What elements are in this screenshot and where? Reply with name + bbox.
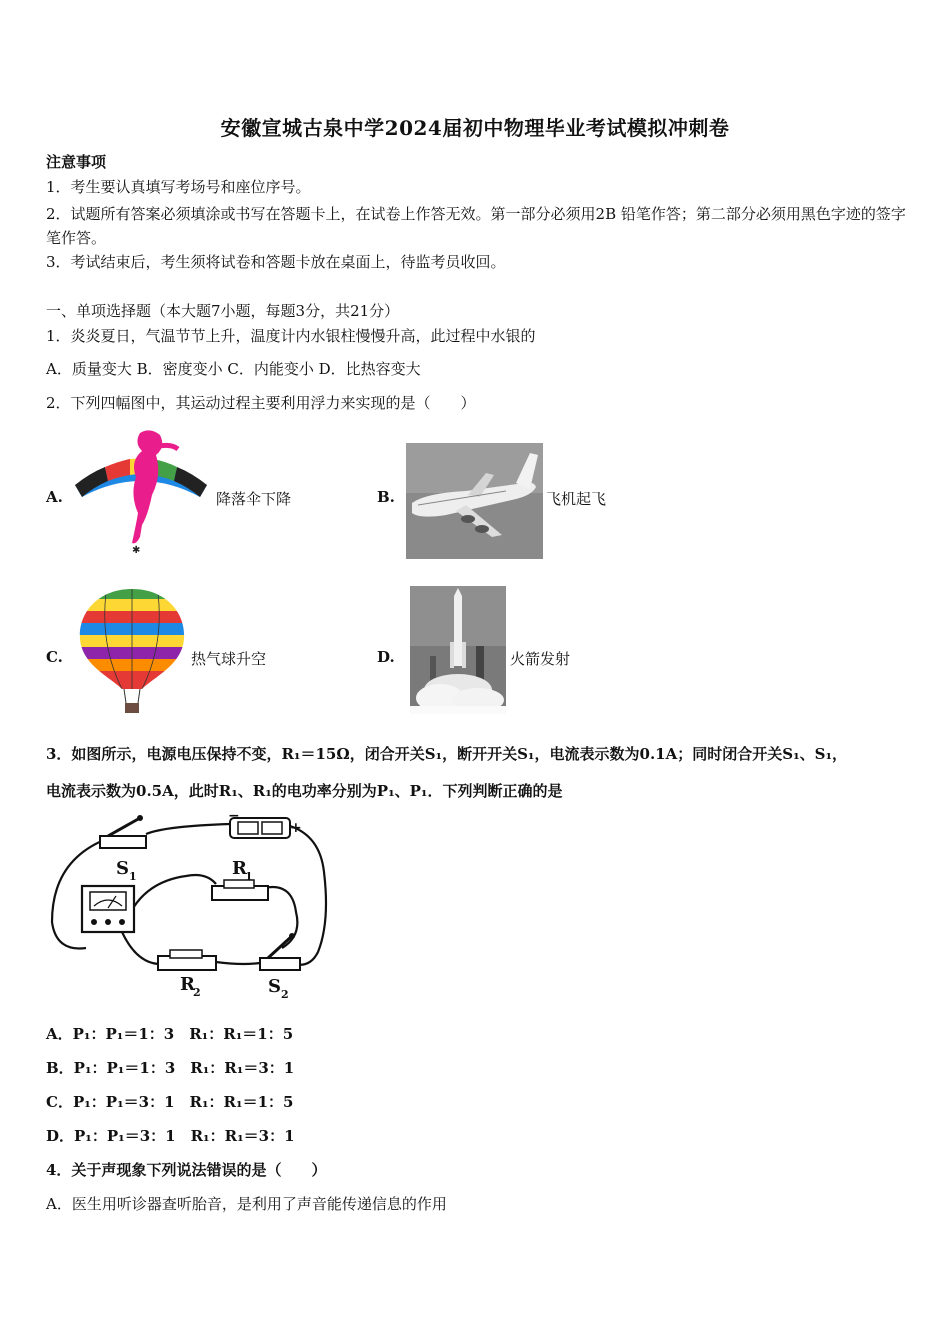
label-r2: R [180, 974, 195, 995]
switch-s1 [100, 815, 146, 848]
option-c-caption: 热气球升空 [191, 650, 267, 668]
circuit-diagram [46, 812, 330, 1004]
question-1-stem: 1．炎炎夏日，气温节节上升，温度计内水银柱慢慢升高，此过程中水银的 [46, 327, 536, 345]
ammeter [82, 886, 134, 932]
question-3-option-c: C．P₁：P₁＝3：1 R₁：R₁＝1：5 [46, 1093, 294, 1111]
question-1-options: A．质量变大 B．密度变小 C．内能变小 D．比热容变大 [46, 360, 421, 378]
rocket-image [410, 586, 506, 714]
section-heading: 一、单项选择题（本大题7小题，每题3分，共21分） [46, 302, 400, 320]
label-r2-sub: 2 [193, 986, 201, 999]
option-a-caption: 降落伞下降 [216, 490, 292, 508]
svg-text:✱: ✱ [132, 545, 141, 556]
battery-plus: + [290, 820, 302, 836]
question-4-option-a: A．医生用听诊器查听胎音，是利用了声音能传递信息的作用 [46, 1195, 447, 1213]
option-a-letter: A. [46, 488, 63, 506]
label-r1-sub: 1 [245, 870, 253, 883]
resistor-r1 [212, 880, 268, 900]
question-4-stem: 4．关于声现象下列说法错误的是（ ） [46, 1161, 327, 1179]
question-3-option-a: A．P₁：P₁＝1：3 R₁：R₁＝1：5 [46, 1025, 294, 1043]
option-b-caption: 飞机起飞 [546, 490, 607, 508]
notice-item: 3．考试结束后，考生须将试卷和答题卡放在桌面上，待监考员收回。 [46, 253, 506, 271]
resistor-r2 [158, 950, 216, 970]
question-2-stem: 2．下列四幅图中，其运动过程主要利用浮力来实现的是（ ） [46, 394, 476, 412]
option-d-caption: 火箭发射 [510, 650, 571, 668]
battery-minus: − [228, 812, 240, 824]
option-b-letter: B. [377, 488, 395, 506]
notice-item: 1．考生要认真填写考场号和座位序号。 [46, 178, 311, 196]
option-c-letter: C. [46, 648, 63, 666]
question-3-option-d: D．P₁：P₁＝3：1 R₁：R₁＝3：1 [46, 1127, 295, 1145]
question-3-stem: 电流表示数为0.5A，此时R₁、R₁的电功率分别为P₁、P₁．下列判断正确的是 [46, 782, 563, 800]
label-r1: R [232, 858, 247, 879]
option-d-letter: D. [377, 648, 395, 666]
question-3-option-b: B．P₁：P₁＝1：3 R₁：R₁＝3：1 [46, 1059, 295, 1077]
label-s1: S [116, 858, 129, 879]
airplane-image [406, 443, 543, 559]
label-s1-sub: 1 [129, 870, 137, 883]
notice-item: 2．试题所有答案必须填涂或书写在答题卡上，在试卷上作答无效。第一部分必须用2B 铅笔作答；第二部分必须用黑色字迹的签字笔作答。 [46, 205, 906, 247]
label-s2-sub: 2 [281, 988, 289, 1001]
label-s2: S [268, 976, 281, 997]
notice-heading: 注意事项 [46, 153, 107, 171]
parachute-image [70, 425, 212, 557]
switch-s2 [260, 933, 300, 970]
hot-air-balloon-image [76, 585, 188, 717]
question-3-stem: 3．如图所示，电源电压保持不变，R₁＝15Ω，闭合开关S₁，断开开关S₁，电流表示数为0.1A；同时闭合开关S₁、S₁， [46, 745, 848, 763]
page-title: 安徽宣城古泉中学2024届初中物理毕业考试模拟冲刺卷 [220, 116, 730, 140]
